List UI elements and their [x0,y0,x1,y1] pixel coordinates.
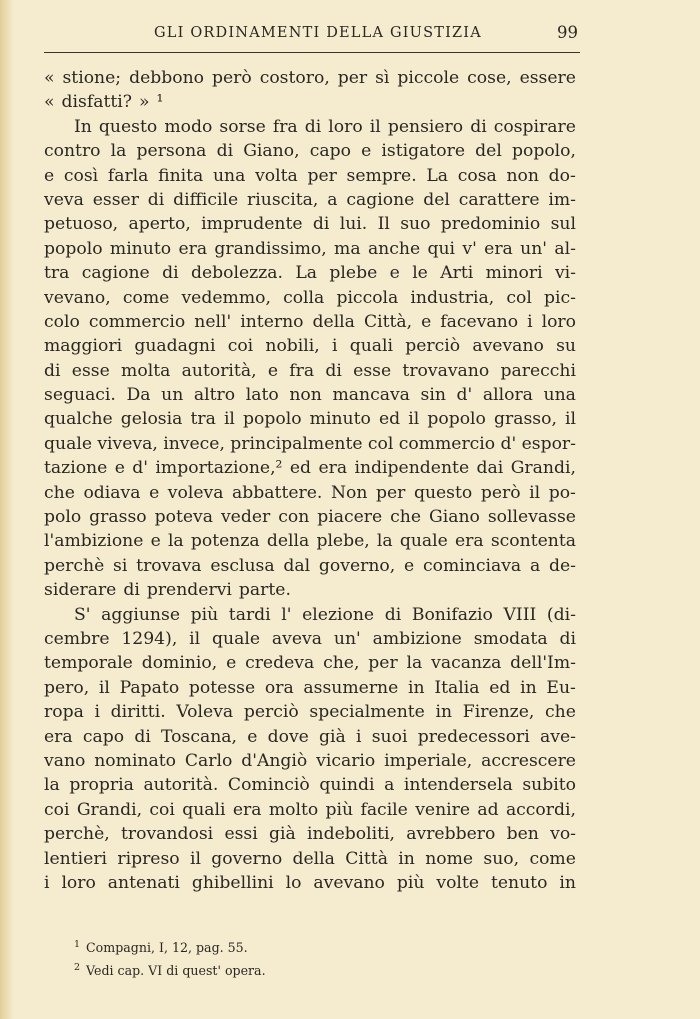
text-line: siderare di prendervi parte. [44,580,291,601]
text-line: tra cagione di debolezza. La plebe e le Arti minori vi- [44,263,576,284]
text-line: pero, il Papato potesse ora assumerne in Italia ed in Eu- [44,677,576,698]
text-line: che odiava e voleva abbattere. Non per questo però il po- [44,482,576,503]
running-head: GLI ORDINAMENTI DELLA GIUSTIZIA [154,25,482,41]
text-line: temporale dominio, e credeva che, per la vacanza dell'Im- [44,653,576,674]
footnote-mark: 2 [74,962,81,974]
text-line: cembre 1294), il quale aveva un' ambizione smodata di [44,628,576,649]
text-line: perchè, trovandosi essi già indeboliti, avrebbero ben vo- [44,824,576,845]
text-line: di esse molta autorità, e fra di esse trovavano parecchi [44,360,576,381]
text-line: e così farla finita una volta per sempre. La cosa non do- [44,165,576,186]
text-line: lentieri ripreso il governo della Città in nome suo, come [44,848,576,869]
text-line: vano nominato Carlo d'Angiò vicario imperiale, accrescere [44,750,576,771]
page-edge [0,0,14,1019]
text-line: S' aggiunse più tardi l' elezione di Bonifazio VIII (di- [74,604,576,625]
footnote-text: Vedi cap. VI di quest' opera. [86,963,266,979]
text-line: veva esser di difficile riuscita, a cagione del carattere im- [44,189,576,210]
body-text [44,66,576,895]
text-line: perchè si trovava esclusa dal governo, e cominciava a de- [44,555,576,576]
text-line: ropa i diritti. Voleva perciò specialmente in Firenze, che [44,702,576,723]
text-line: « disfatti? » ¹ [44,92,164,113]
footnote [74,935,574,958]
text-line: la propria autorità. Cominciò quindi a intendersela subito [44,775,576,796]
text-line: petuoso, aperto, imprudente di lui. Il suo predominio sul [44,214,576,235]
text-line: qualche gelosia tra il popolo minuto ed il popolo grasso, il [44,409,576,430]
footnotes [74,935,574,981]
text-line: era capo di Toscana, e dove già i suoi predecessori ave- [44,726,576,747]
text-line: l'ambizione e la potenza della plebe, la quale era scontenta [44,531,576,552]
text-line: i loro antenati ghibellini lo avevano più volte tenuto in [44,872,576,893]
text-line: seguaci. Da un altro lato non mancava sin d' allora una [44,385,576,406]
text-line: polo grasso poteva veder con piacere che Giano sollevasse [44,507,576,528]
text-line: vevano, come vedemmo, colla piccola industria, col pic- [44,287,576,308]
text-line: tazione e d' importazione,² ed era indipendente dai Grandi, [44,458,576,479]
text-line: contro la persona di Giano, capo e istigatore del popolo, [44,141,576,162]
text-line: « stione; debbono però costoro, per sì piccole cose, essere [44,68,576,88]
text-line: In questo modo sorse fra di loro il pensiero di cospirare [74,116,576,137]
text-line: maggiori guadagni coi nobili, i quali perciò avevano su [44,336,576,357]
footnote [74,958,574,981]
text-line: coi Grandi, coi quali era molto più facile venire ad accordi, [44,799,576,820]
footnote-text: Compagni, I, 12, pag. 55. [86,940,248,956]
text-line: popolo minuto era grandissimo, ma anche qui v' era un' al- [44,238,576,259]
page-header [44,18,580,53]
text-line: colo commercio nell' interno della Città, e facevano i loro [44,311,576,332]
page-number: 99 [557,23,578,42]
footnote-mark: 1 [74,939,81,950]
text-line: quale viveva, invece, principalmente col commercio d' espor- [44,433,576,454]
